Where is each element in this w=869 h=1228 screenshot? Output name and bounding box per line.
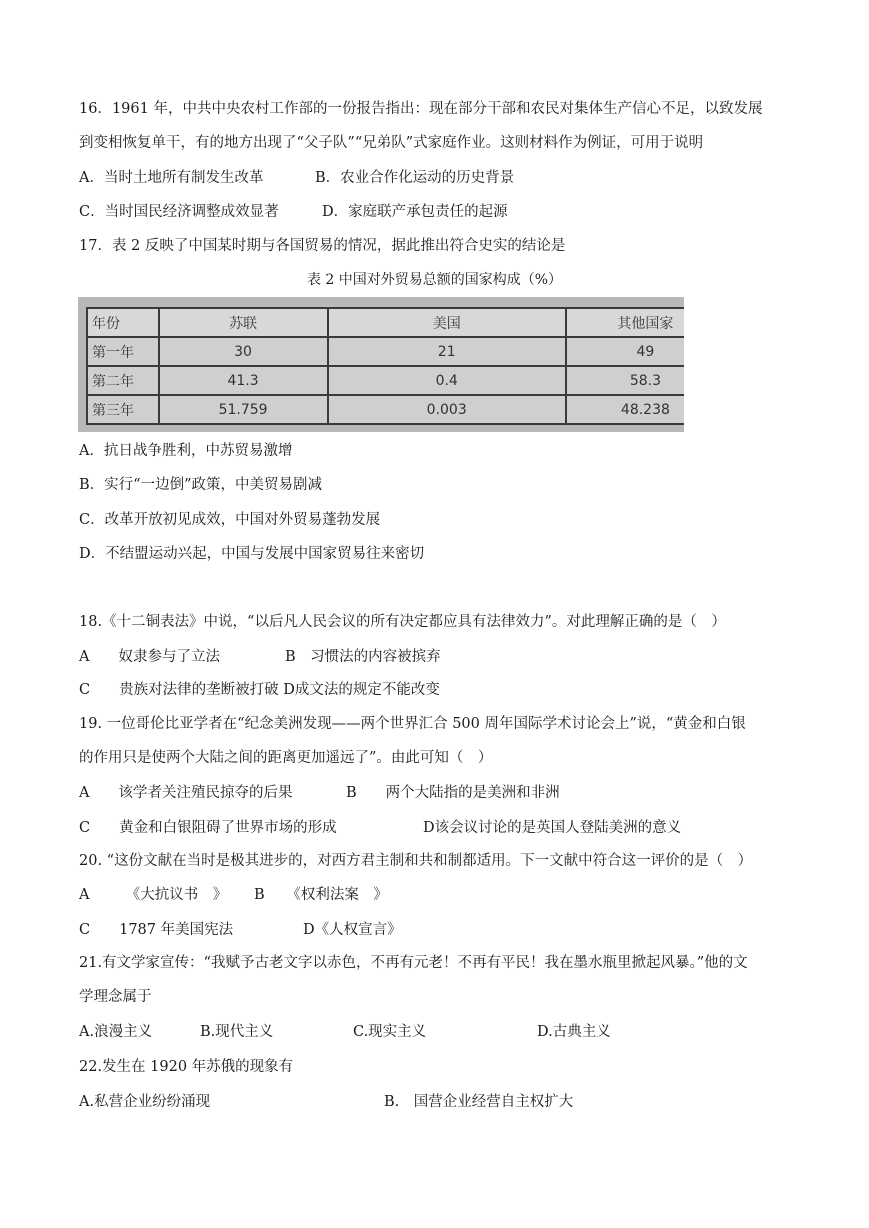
q17-option-c: C．改革开放初见成效，中国对外贸易蓬勃发展 [79, 512, 381, 528]
q20-option-d: D《人权宣言》 [303, 922, 402, 938]
q18-option-b: B 习惯法的内容被摈弃 [285, 649, 441, 665]
table-header-cell: 其他国家 [566, 308, 684, 337]
q17-option-b: B．实行“一边倒”政策，中美贸易剧减 [79, 477, 322, 493]
table-cell: 21 [328, 337, 566, 366]
table-header-cell: 年份 [87, 308, 159, 337]
table-row [87, 366, 684, 395]
table-cell: 0.4 [328, 366, 566, 395]
table-cell: 0.003 [328, 395, 566, 424]
q17-stem-line1: 17．表 2 反映了中国某时期与各国贸易的情况，据此推出符合史实的结论是 [79, 238, 566, 254]
table-cell: 第二年 [87, 366, 159, 395]
table-cell: 48.238 [566, 395, 684, 424]
q20-stem-line1: 20. “这份文献在当时是极其进步的，对西方君主制和共和制都适用。下一文献中符合这一评价的是（ ） [79, 853, 753, 869]
q19-stem-line1: 19. 一位哥伦比亚学者在“纪念美洲发现——两个世界汇合 500 周年国际学术讨论会上”说，“黄金和白银 [79, 716, 746, 732]
q21-stem-line2: 学理念属于 [79, 989, 152, 1005]
q19-stem-line2: 的作用只是使两个大陆之间的距离更加遥远了”。由此可知（ ） [79, 750, 493, 766]
q19-option-d: D该会议讨论的是英国人登陆美洲的意义 [423, 820, 682, 836]
q21-option-a: A.浪漫主义 [79, 1024, 153, 1040]
q16-stem-line2: 到变相恢复单干，有的地方出现了“父子队”“兄弟队”式家庭作业。这则材料作为例证，可用于说明 [79, 135, 704, 151]
table-row [87, 337, 684, 366]
table-header-cell: 美国 [328, 308, 566, 337]
table-cell: 58.3 [566, 366, 684, 395]
trade-table [86, 307, 684, 425]
q22-stem-line1: 22.发生在 1920 年苏俄的现象有 [79, 1059, 294, 1075]
q21-option-c: C.现实主义 [353, 1024, 427, 1040]
q21-stem-line1: 21.有文学家宣传：“我赋予古老文字以赤色，不再有元老！不再有平民！我在墨水瓶里掀起风暴。”他的文 [79, 955, 748, 971]
q16-option-b: B．农业合作化运动的历史背景 [315, 170, 515, 186]
q16-option-c: C．当时国民经济调整成效显著 [79, 204, 279, 220]
q18-option-c-d: C 贵族对法律的垄断被打破 D成文法的规定不能改变 [79, 682, 440, 698]
table-cell: 41.3 [159, 366, 328, 395]
q16-option-d: D．家庭联产承包责任的起源 [322, 204, 508, 220]
q22-option-b: B. 国营企业经营自主权扩大 [384, 1094, 574, 1110]
q17-option-d: D．不结盟运动兴起，中国与发展中国家贸易往来密切 [79, 546, 425, 562]
table-cell: 第三年 [87, 395, 159, 424]
q21-option-b: B.现代主义 [200, 1024, 274, 1040]
q20-option-a: A 《大抗议书 》 [79, 887, 228, 903]
q22-option-a: A.私营企业纷纷涌现 [79, 1094, 211, 1110]
table-header-cell: 苏联 [159, 308, 328, 337]
q18-option-a: A 奴隶参与了立法 [79, 649, 220, 665]
q19-option-a: A 该学者关注殖民掠夺的后果 [79, 785, 293, 801]
q20-option-b: B 《权利法案 》 [254, 887, 388, 903]
table-cell: 第一年 [87, 337, 159, 366]
trade-table-photo [78, 297, 684, 432]
q21-option-d: D.古典主义 [537, 1024, 611, 1040]
table-row [87, 395, 684, 424]
table-cell: 30 [159, 337, 328, 366]
table-caption: 表 2 中国对外贸易总额的国家构成（%） [306, 272, 563, 288]
q16-stem-line1: 16．1961 年，中共中央农村工作部的一份报告指出：现在部分干部和农民对集体生产信心不足，以致发展 [79, 101, 763, 117]
q18-stem-line1: 18.《十二铜表法》中说，“以后凡人民会议的所有决定都应具有法律效力”。对此理解正确的是（ ） [79, 614, 726, 630]
table-header-row [87, 308, 684, 337]
q17-option-a: A．抗日战争胜利，中苏贸易激增 [79, 443, 293, 459]
table-cell: 49 [566, 337, 684, 366]
q19-option-c: C 黄金和白银阻碍了世界市场的形成 [79, 820, 337, 836]
table-cell: 51.759 [159, 395, 328, 424]
q19-option-b: B 两个大陆指的是美洲和非洲 [346, 785, 560, 801]
q20-option-c: C 1787 年美国宪法 [79, 922, 234, 938]
q16-option-a: A．当时土地所有制发生改革 [79, 170, 264, 186]
